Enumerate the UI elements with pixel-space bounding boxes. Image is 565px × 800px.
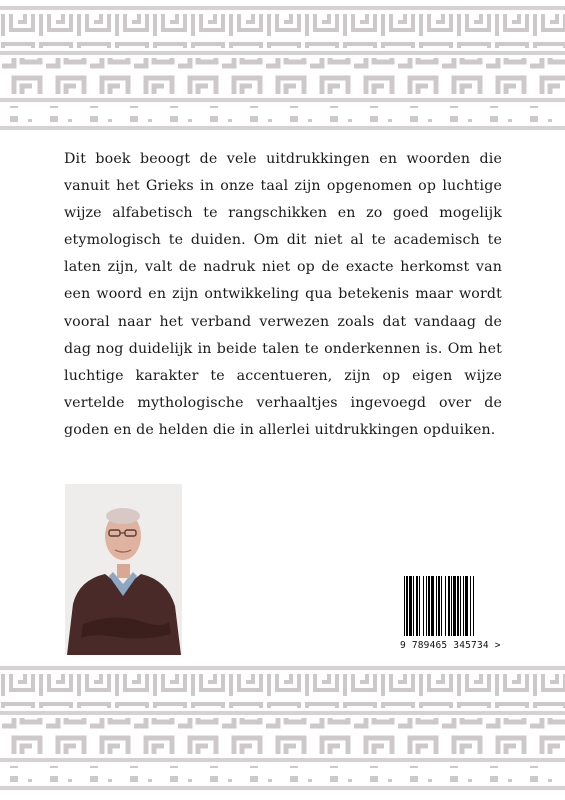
back-cover-blurb: Dit boek beoogt de vele uitdrukkingen en woorden die vanuit het Grieks in onze taal zijn opgenomen op luchtige wijze alfabetisch te rangschikken en zo goed mogelijk etymologisch te duiden. Om dit niet al te academisch te laten zijn, valt de nadruk niet op de exacte herkomst van een woord en zijn ontwikkeling qua betekenis maar wordt vooral naar het verband verwezen zoals dat vandaag de dag nog duidelijk in beide talen te onderkennen is. Om het luchtige karakter te accentueren, zijn op eigen wijze vertelde mythologische verhaaltjes ingevoegd over de goden en de helden die in allerlei uitdrukkingen opduiken. bbox=[64, 151, 502, 438]
isbn-number: 9 789465 345734 > bbox=[400, 640, 501, 651]
greek-key-border-top bbox=[0, 0, 565, 142]
isbn-barcode bbox=[400, 574, 506, 656]
greek-key-border-bottom bbox=[0, 660, 565, 800]
author-photo bbox=[65, 484, 182, 655]
